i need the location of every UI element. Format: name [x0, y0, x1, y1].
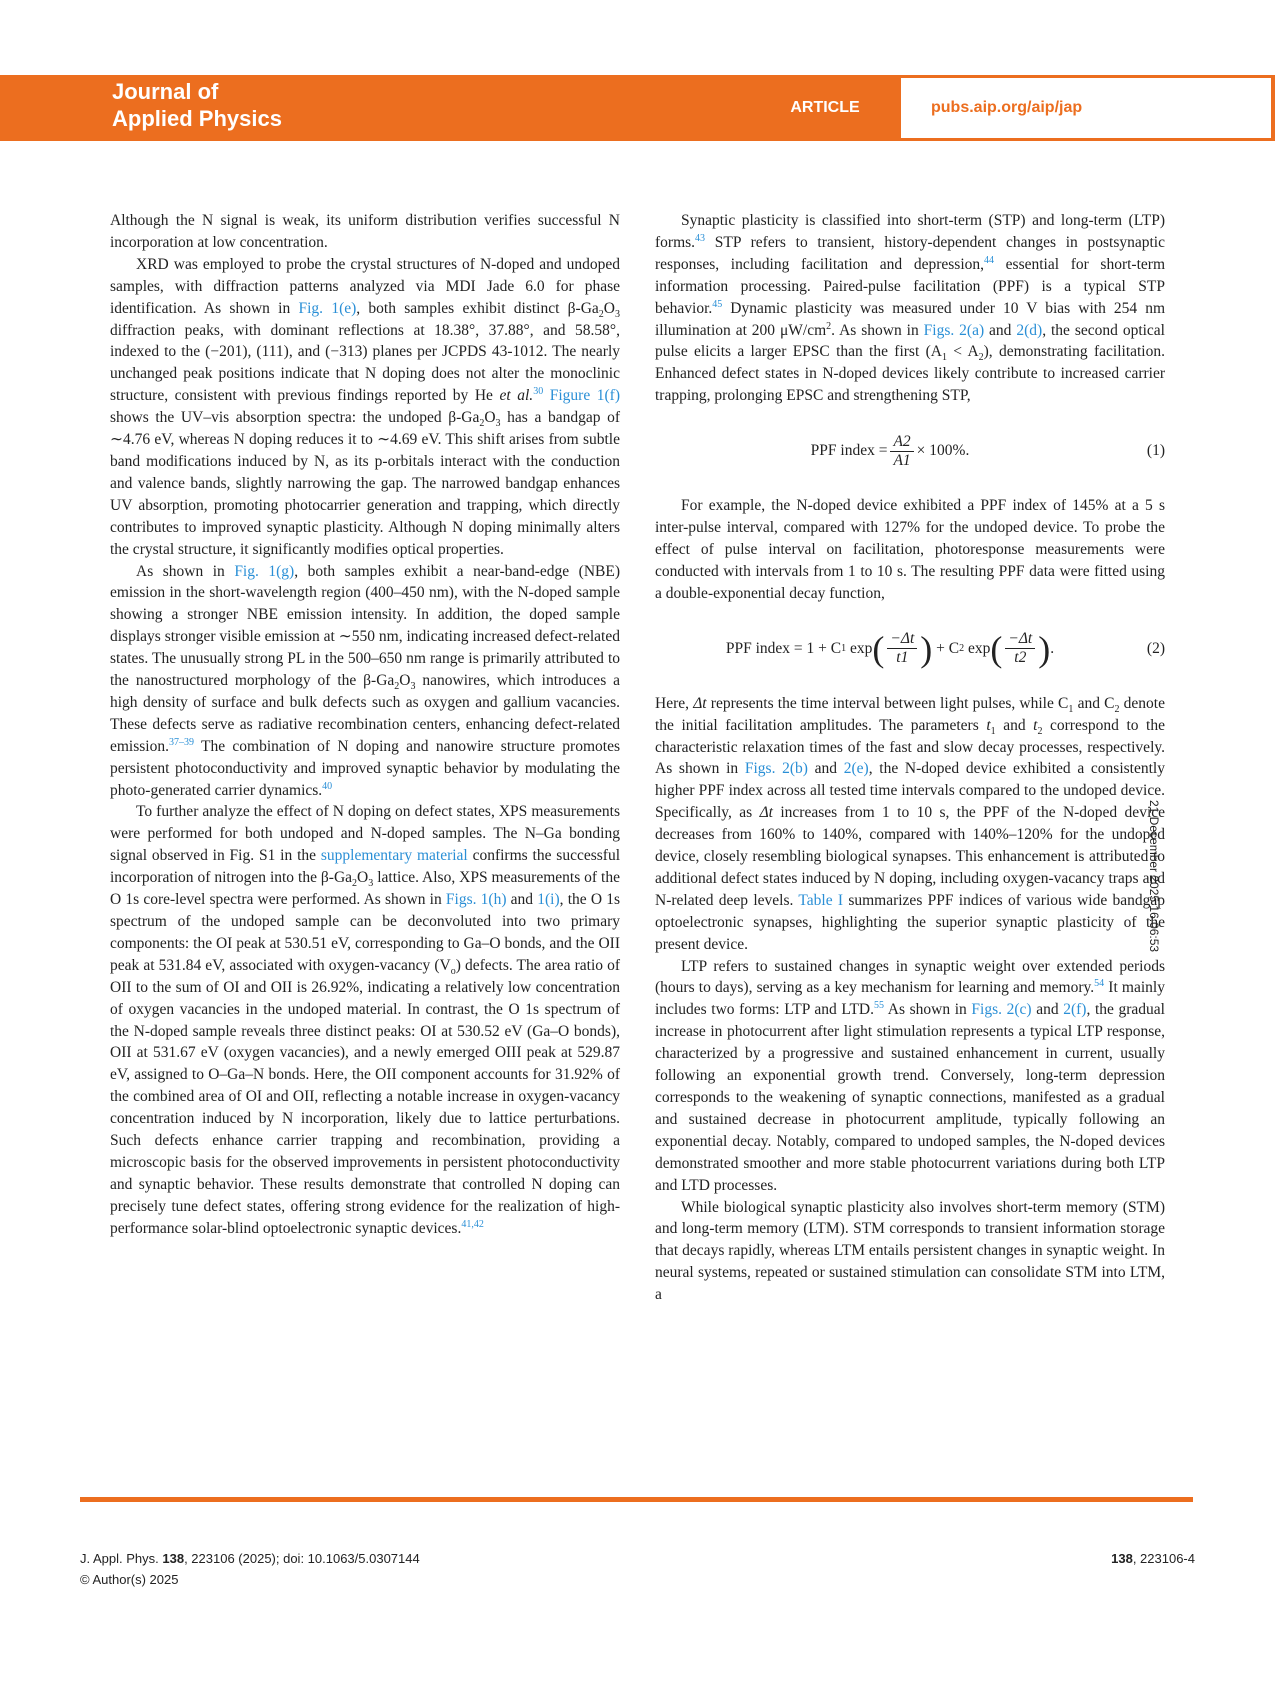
figure-link[interactable]: Figs. 1(h) [445, 891, 507, 909]
figure-link[interactable]: Fig. 1(g) [234, 562, 295, 580]
paragraph: Here, Δt represents the time interval between light pulses, while $C_1$ and $C_2$ denote the initial facilitation amplitudes. The parameters $t_1$ and $t_2$ correspond to the characteristic relaxation times of the fast and slow decay processes, respectively. As shown in Figs. 2(b) and 2(e), the N-doped device exhibited a consistently higher PPF index across all tested time intervals compared to the undoped device. Specifically, as Δt increases from 1 to 10 s, the PPF of the N-doped device decreases from 160% to 140%, compared with 140%–120% for the undoped device, closely resembling biological synapses. This enhancement is attributed to additional defect states induced by N doping, including oxygen-vacancy traps and N-related deep levels. Table I summarizes PPF indices of various wide bandgap optoelectronic synapses, highlighting the superior synaptic plasticity of the present device. [655, 694, 1166, 953]
equation-number: (2) [1146, 639, 1165, 657]
download-timestamp: 21 December 2025 16:06:53 [1147, 800, 1161, 953]
journal-title-line1: Journal of [112, 79, 219, 104]
figure-link[interactable]: Figs. 2(a) [923, 321, 985, 339]
supplementary-link[interactable]: supplementary material [320, 847, 468, 865]
citation-ref[interactable]: 41,42 [461, 1218, 484, 1230]
figure-link[interactable]: 2(e) [843, 760, 869, 778]
figure-link[interactable]: 2(d) [1016, 321, 1043, 339]
paragraph: For example, the N-doped device exhibited a PPF index of 145% at a 5 s inter-pulse interval, compared with 127% for the undoped device. To probe the effect of pulse interval on facilitation, photoresponse measurements were conducted with intervals from 1 to 10 s. The resulting PPF data were fitted using a double-exponential decay function, [655, 497, 1165, 602]
article-type-label: ARTICLE [790, 99, 860, 116]
equation-1 [655, 421, 1165, 481]
copyright-line: © Author(s) 2025 [80, 1572, 179, 1587]
figure-link[interactable]: Fig. 1(e) [298, 299, 357, 317]
figure-link[interactable]: Figs. 2(c) [971, 1001, 1032, 1019]
equation-number: (1) [1146, 442, 1165, 460]
journal-url-link[interactable]: pubs.aip.org/aip/jap [901, 78, 1271, 138]
citation-ref[interactable]: 43 [695, 232, 706, 244]
citation-ref[interactable]: 40 [322, 780, 333, 792]
citation-ref[interactable]: 54 [1094, 978, 1105, 990]
paragraph: Synaptic plasticity is classified into short-term (STP) and long-term (LTP) forms.$^{43}$ STP refers to transient, history-dependent changes in postsynaptic responses, including facilitation and depression,$^{44}$ essential for short-term information processing. Paired-pulse facilitation (PPF) is a typical STP behavior.$^{45}$ Dynamic plasticity was measured under 10 V bias with 254 nm illumination at 200 $\mu W/cm^2$. As shown in Figs. 2(a) and 2(d), the second optical pulse elicits a larger EPSC than the first $(A_1 < A_2)$, demonstrating facilitation. Enhanced defect states in N-doped devices likely contribute to increased carrier trapping, prolonging EPSC and strengthening STP, [655, 212, 1165, 405]
fraction: $\frac{A2}{A1}$ [890, 433, 913, 470]
citation-ref[interactable]: 45 [712, 298, 723, 310]
table-link[interactable]: Table I [798, 891, 844, 909]
figure-link[interactable]: 1(i) [537, 891, 560, 909]
equation-2: PPF index = 1 + C 1 exp ( $\frac{-\Delta t}{t1}$ ) + C 2 exp ( $\frac{-\Delta t}{t2}$ ) . (2) [655, 619, 1165, 679]
footer-page-number: 138, 223106-4 [1111, 1551, 1195, 1566]
citation-ref[interactable]: 55 [874, 1000, 885, 1012]
paragraph: Although the N signal is weak, its uniform distribution verifies successful N incorporation at low concentration. [110, 212, 620, 251]
equation-lhs: PPF index = [810, 442, 888, 460]
right-column [655, 210, 1165, 1306]
footer-citation [80, 1548, 420, 1590]
journal-title-line2: Applied Physics [112, 106, 282, 131]
paragraph: As shown in Fig. 1(g), both samples exhibit a near-band-edge (NBE) emission in the short-wavelength region (400–450 nm), with the N-doped sample showing a stronger NBE emission intensity. In addition, the doped sample displays stronger visible emission at ∼550 nm, indicating increased defect-related states. The unusually strong PL in the 500–650 nm range is primarily attributed to the nanostructured morphology of the $\beta-Ga_2O_3$ nanowires, which introduces a high density of surface and bulk defects such as oxygen and gallium vacancies. These defects serve as radiative recombination centers, enhancing defect-related emission.$^{37-39}$ The combination of N doping and nanowire structure promotes persistent photoconductivity and improved synaptic behavior by modulating the photo-generated carrier dynamics.$^{40}$ [110, 562, 621, 799]
footer-rule [80, 1497, 1193, 1502]
figure-link[interactable]: Figs. 2(b) [744, 760, 808, 778]
equation-rhs: × 100%. [916, 442, 970, 460]
citation-ref[interactable]: 30 [533, 386, 544, 398]
left-column [110, 210, 620, 1240]
paragraph: To further analyze the effect of N doping on defect states, XPS measurements were performed for both undoped and N-doped samples. The N–Ga bonding signal observed in Fig. S1 in the supplementary material confirms the successful incorporation of nitrogen into the $\beta-Ga_2O_3$ lattice. Also, XPS measurements of the O 1s core-level spectra were performed. As shown in Figs. 1(h) and 1(i), the O 1s spectrum of the undoped sample can be deconvoluted into two primary components: the OI peak at 530.51 eV, corresponding to Ga–O bonds, and the OII peak at 531.84 eV, associated with oxygen-vacancy $(V_o)$ defects. The area ratio of OII to the sum of OI and OII is 26.92%, indicating a relatively low concentration of oxygen vacancies in the undoped material. In contrast, the O 1s spectrum of the N-doped sample reveals three distinct peaks: OI at 530.52 eV (Ga–O bonds), OII at 531.67 eV (oxygen vacancies), and a newly emerged OIII peak at 529.87 eV, assigned to O–Ga–N bonds. Here, the OII component accounts for 31.92% of the combined area of OI and OII, reflecting a notable increase in oxygen-vacancy concentration induced by N incorporation, likely due to lattice perturbations. Such defects enhance carrier trapping and recombination, providing a microscopic basis for the observed improvements in persistent photoconductivity and synaptic behavior. These results demonstrate that controlled N doping can precisely tune defect states, offering strong evidence for the realization of high-performance solar-blind optoelectronic synaptic devices.$^{41,42}$ [110, 803, 621, 1237]
paragraph: LTP refers to sustained changes in synaptic weight over extended periods (hours to days), serving as a key mechanism for learning and memory.$^{54}$ It mainly includes two forms: LTP and LTD.$^{55}$ As shown in Figs. 2(c) and 2(f), the gradual increase in photocurrent after light stimulation represents a typical LTP response, characterized by a progressive and sustained enhancement in current, usually following an exponential growth trend. Conversely, long-term depression corresponds to the weakening of synaptic connections, manifested as a gradual and sustained decrease in photocurrent amplitude, typically following an exponential decay. Notably, compared to undoped samples, the N-doped devices demonstrated smoother and more stable photocurrent variations during both LTP and LTD processes. [655, 957, 1165, 1194]
journal-title[interactable] [112, 78, 282, 132]
citation-ref[interactable]: 37–39 [169, 736, 194, 748]
citation-ref[interactable]: 44 [984, 254, 995, 266]
paragraph: XRD was employed to probe the crystal structures of N-doped and undoped samples, with diffraction patterns analyzed via MDI Jade 6.0 for phase identification. As shown in Fig. 1(e), both samples exhibit distinct $\beta-Ga_2O_3$ diffraction peaks, with dominant reflections at 18.38°, 37.88°, and 58.58°, indexed to the (−201), (111), and (−313) planes per JCPDS 43-1012. The nearly unchanged peak positions indicate that N doping does not alter the monoclinic structure, consistent with previous findings reported by He et al.$^{30}$ Figure 1(f) shows the UV–vis absorption spectra: the undoped $\beta-Ga_2O_3$ has a bandgap of ∼4.76 eV, whereas N doping reduces it to ∼4.69 eV. This shift arises from subtle band modifications induced by N, as its p-orbitals interact with the conduction and valence bands, slightly narrowing the gap. The narrowed bandgap enhances UV absorption, promoting photocarrier generation and trapping, which directly contributes to improved synaptic plasticity. Although N doping minimally alters the crystal structure, it significantly modifies optical properties. [110, 255, 621, 558]
citation-line: J. Appl. Phys. 138, 223106 (2025); doi: 10.1063/5.0307144 [80, 1551, 420, 1566]
figure-link[interactable]: 2(f) [1063, 1001, 1087, 1019]
figure-link[interactable]: Figure 1(f) [549, 387, 621, 405]
paragraph: While biological synaptic plasticity also involves short-term memory (STM) and long-term memory (LTM). STM corresponds to transient information storage that decays rapidly, whereas LTM entails persistent changes in synaptic weight. In neural systems, repeated or sustained stimulation can consolidate STM into LTM, a [655, 1198, 1165, 1304]
